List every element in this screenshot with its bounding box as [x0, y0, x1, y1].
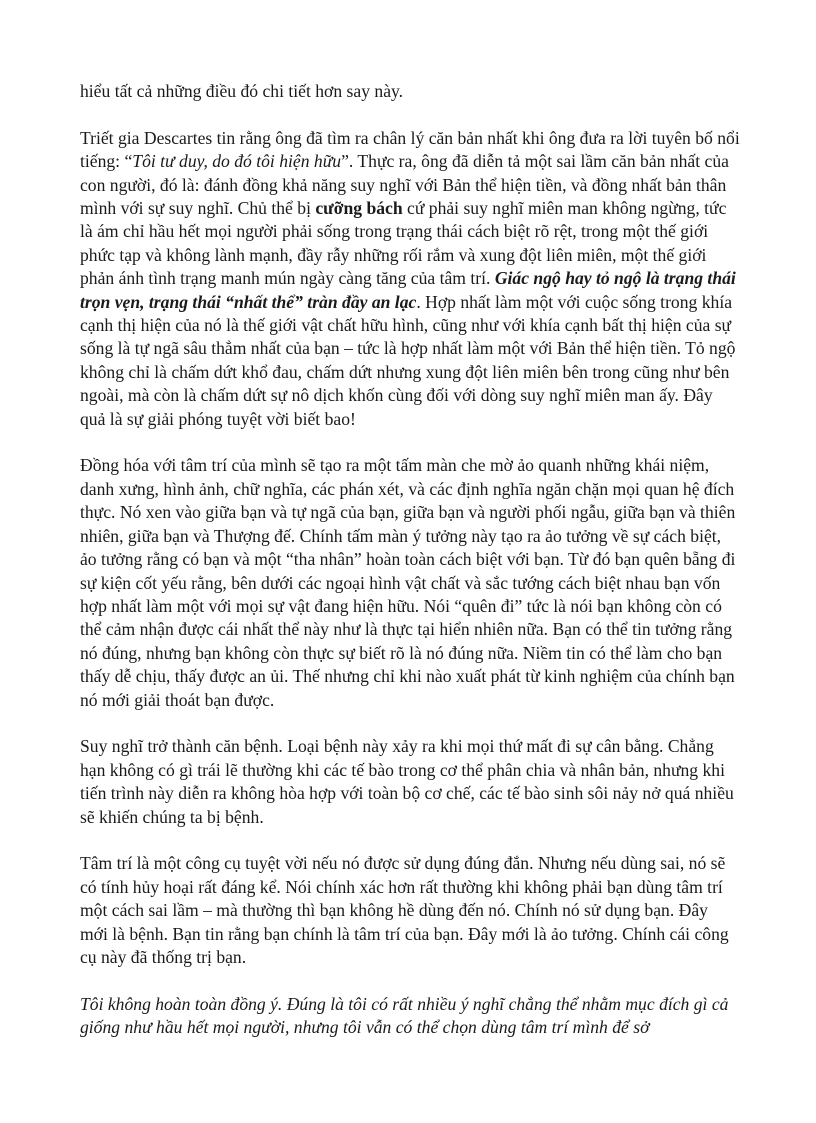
paragraph-4: Suy nghĩ trở thành căn bệnh. Loại bệnh này xảy ra khi mọi thứ mất đi sự cân bằng. Chẳng hạn không có gì trái lẽ thường khi các tế bào trong cơ thể phân chia và nhân bản, nhưng khi tiến trình này diễn ra không hòa hợp với toàn bộ cơ chế, các tế bào sinh sôi nảy nở quá nhiều sẽ khiến chúng ta bị bệnh.	[80, 736, 734, 827]
paragraph-2-text-d: . Hợp nhất làm một với cuộc sống trong khía cạnh thị hiện của nó là thế giới vật chất hữu hình, cũng như với khía cạnh bất thị hiện của sự sống là tự ngã sâu thẳm nhất của bạn – tức là hợp nhất làm một với Bản thể hiện tiền. Tỏ ngộ không chỉ là chấm dứt khổ đau, chấm dứt nhưng xung đột liên miên bên trong cũng như bên ngoài, mà còn là chấm dứt sự nô dịch khốn cùng đối với dòng suy nghĩ miên man ấy. Đây quả là sự giải phóng tuyệt vời biết bao!	[80, 291, 736, 429]
paragraph-2-text-c: cứ phải suy nghĩ miên man không ngừng, tức là ám chỉ hầu hết mọi người phải sống trong trạng thái cách biệt rõ rệt, trong một thế giới phức tạp và không lành mạnh, đầy rẫy những rối rắm và xung đột liên miên, một thế giới phản ánh tình trạng manh mún ngày càng tăng của tâm trí.	[80, 198, 727, 289]
paragraph-3: Đồng hóa với tâm trí của mình sẽ tạo ra một tấm màn che mờ ảo quanh những khái niệm, danh xưng, hình ảnh, chữ nghĩa, các phán xét, và các định nghĩa ngăn chặn mọi quan hệ đích thực. Nó xen vào giữa bạn và tự ngã của bạn, giữa bạn và người phối ngẫu, giữa bạn và thiên nhiên, giữa bạn và Thượng đế. Chính tấm màn ý tưởng này tạo ra ảo tưởng về sự cách biệt, ảo tưởng rằng có bạn và một “tha nhân” hoàn toàn cách biệt với bạn. Từ đó bạn quên bẵng đi sự kiện cốt yếu rằng, bên dưới các ngoại hình vật chất và sắc tướng cách biệt nhau bạn vốn hợp nhất làm một với mọi sự vật đang hiện hữu. Nói “quên đi” tức là nói bạn không còn có thể cảm nhận được cái nhất thể này như là thực tại hiển nhiên nữa. Bạn có thể tin tưởng rằng nó đúng, nhưng bạn không còn thực sự biết rõ là nó đúng nữa. Niềm tin có thể làm cho bạn thấy dễ chịu, thấy được an ủi. Thế nhưng chỉ khi nào xuất phát từ kinh nghiệm của chính bạn nó mới giải thoát bạn được.	[80, 455, 736, 710]
paragraph-2	[80, 127, 740, 431]
paragraph-1: hiểu tất cả những điều đó chi tiết hơn say này.	[80, 81, 404, 101]
paragraph-2-text-b: ”. Thực ra, ông đã diễn tả một sai lầm căn bản nhất của con người, đó là: đánh đồng khả năng suy nghĩ với Bản thể hiện tiền, và đồng nhất bản thân mình với sự suy nghĩ. Chủ thể bị	[80, 151, 729, 219]
paragraph-5: Tâm trí là một công cụ tuyệt vời nếu nó được sử dụng đúng đắn. Nhưng nếu dùng sai, nó sẽ có tính hủy hoại rất đáng kể. Nói chính xác hơn rất thường khi không phải bạn dùng tâm trí một cách sai lầm – mà thường thì bạn không hề dùng đến nó. Chính nó sử dụng bạn. Đây mới là bệnh. Bạn tin rằng bạn chính là tâm trí của bạn. Đây mới là ảo tưởng. Chính cái công cụ này đã thống trị bạn.	[80, 853, 729, 967]
bold-term: cưỡng bách	[315, 198, 403, 219]
document-page	[80, 80, 740, 1040]
paragraph-2-text-a: Triết gia Descartes tin rằng ông đã tìm ra chân lý căn bản nhất khi ông đưa ra lời tuyên bố nổi tiếng: “	[80, 127, 740, 172]
descartes-quote: Tôi tư duy, do đó tôi hiện hữu	[132, 151, 342, 172]
paragraph-6-question: Tôi không hoàn toàn đồng ý. Đúng là tôi có rất nhiều ý nghĩ chẳng thể nhằm mục đích gì cả giống như hầu hết mọi người, nhưng tôi vẫn có thể chọn dùng tâm trí mình để sở	[80, 993, 729, 1038]
enlightenment-definition: Giác ngộ hay tỏ ngộ là trạng thái trọn vẹn, trạng thái “nhất thể” tràn đầy an lạc	[80, 268, 736, 312]
